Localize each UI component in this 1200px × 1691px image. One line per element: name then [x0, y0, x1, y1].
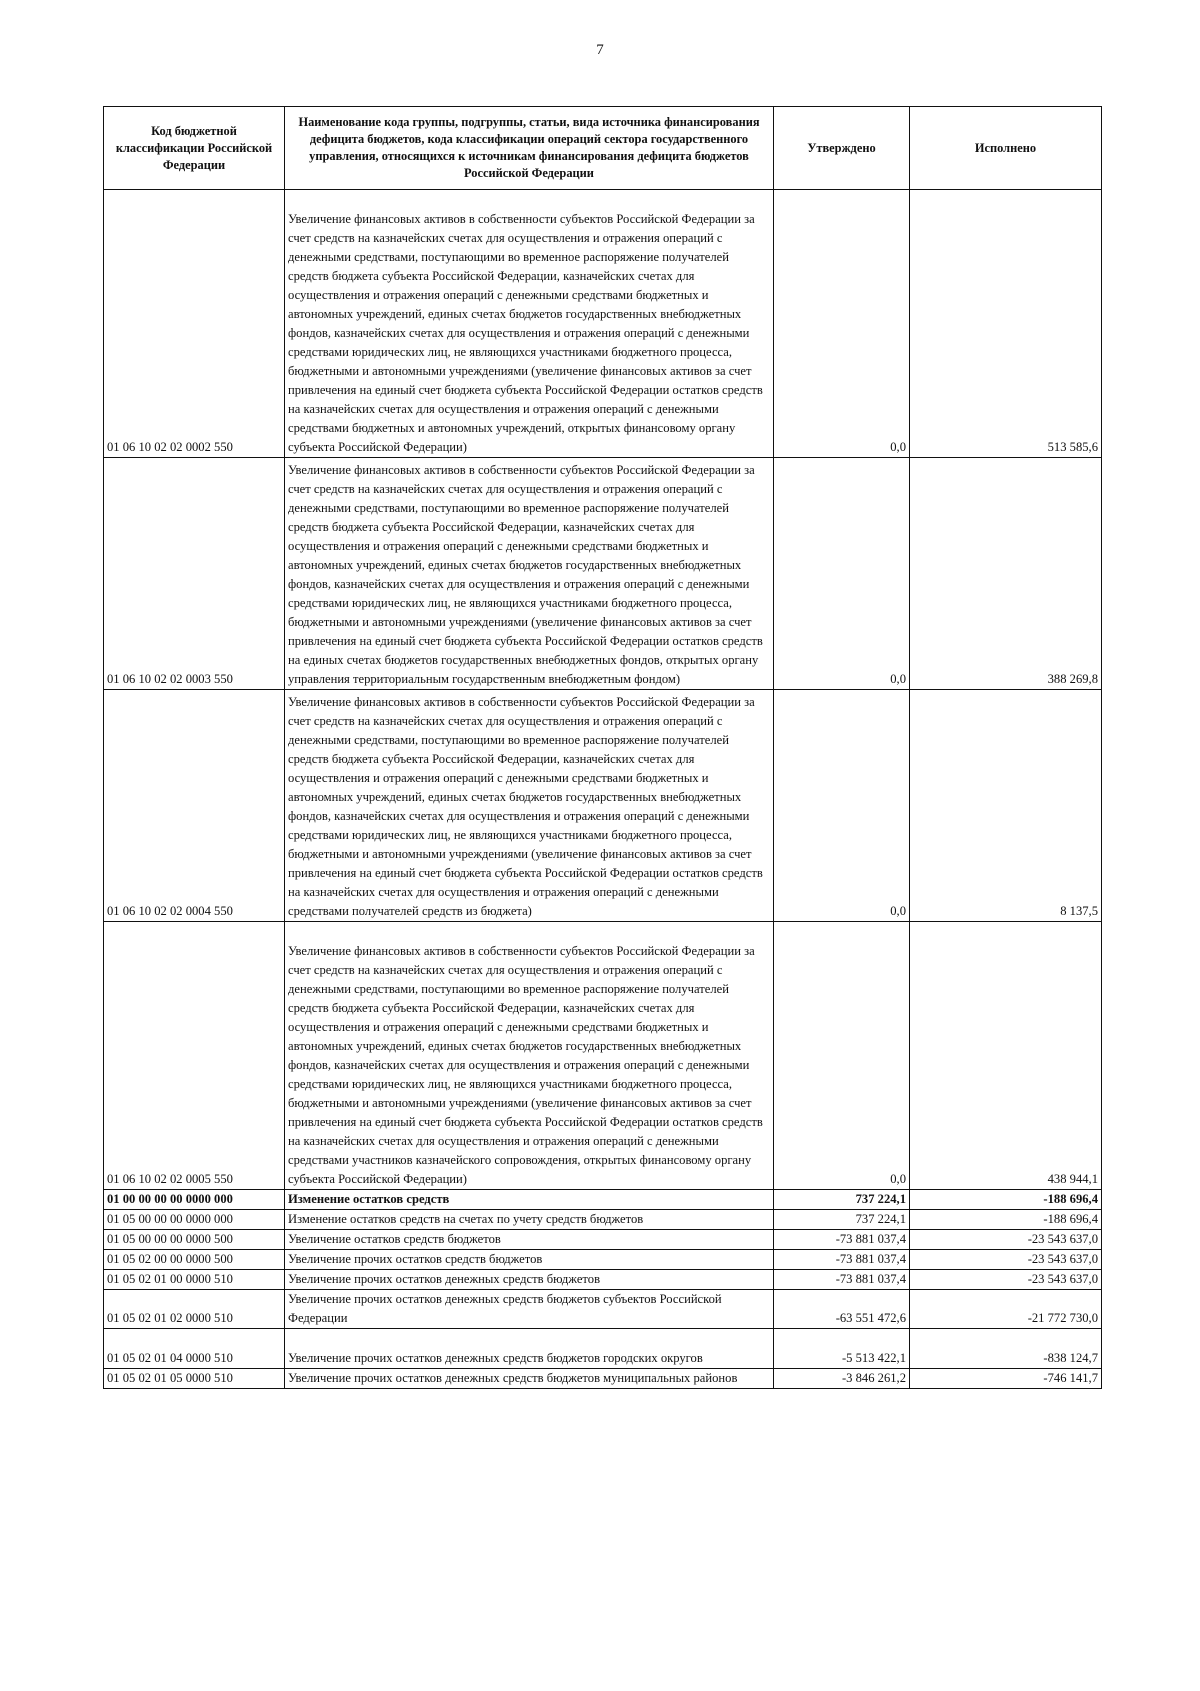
table-header-row — [104, 107, 1102, 190]
row-name: Увеличение финансовых активов в собственности субъектов Российской Федерации за счет средств на казначейских счетах для осуществления и отражения операций с денежными средствами, поступающими во временное распоряжение получателей средств бюджета субъекта Российской Федерации, казначейских счетах для осуществления и отражения операций с денежными средствами бюджетных и автономных учреждений, единых счетах бюджетов государственных внебюджетных фондов, казначейских счетах для осуществления и отражения операций с денежными средствами юридических лиц, не являющихся участниками бюджетного процесса, бюджетными и автономными учреждениями (увеличение финансовых активов за счет привлечения на единый счет бюджета субъекта Российской Федерации остатков средств на единых счетах бюджетов государственных внебюджетных фондов, открытых органу управления территориальным государственным внебюджетным фондом) — [285, 458, 774, 690]
row-name: Увеличение финансовых активов в собственности субъектов Российской Федерации за счет средств на казначейских счетах для осуществления и отражения операций с денежными средствами, поступающими во временное распоряжение получателей средств бюджета субъекта Российской Федерации, казначейских счетах для осуществления и отражения операций с денежными средствами бюджетных и автономных учреждений, единых счетах бюджетов государственных внебюджетных фондов, казначейских счетах для осуществления и отражения операций с денежными средствами юридических лиц, не являющихся участниками бюджетного процесса, бюджетными и автономными учреждениями (увеличение финансовых активов за счет привлечения на единый счет бюджета субъекта Российской Федерации остатков средств на казначейских счетах для осуществления и отражения операций с денежными средствами получателей средств из бюджета) — [285, 690, 774, 922]
row-name: Увеличение прочих остатков денежных средств бюджетов — [285, 1270, 774, 1290]
table-row — [104, 1250, 1102, 1270]
row-executed: 388 269,8 — [910, 458, 1102, 690]
row-code: 01 00 00 00 00 0000 000 — [104, 1190, 285, 1210]
row-code: 01 06 10 02 02 0005 550 — [104, 922, 285, 1190]
row-name: Увеличение финансовых активов в собственности субъектов Российской Федерации за счет средств на казначейских счетах для осуществления и отражения операций с денежными средствами, поступающими во временное распоряжение получателей средств бюджета субъекта Российской Федерации, казначейских счетах для осуществления и отражения операций с денежными средствами бюджетных и автономных учреждений, единых счетах бюджетов государственных внебюджетных фондов, казначейских счетах для осуществления и отражения операций с денежными средствами юридических лиц, не являющихся участниками бюджетного процесса, бюджетными и автономными учреждениями (увеличение финансовых активов за счет привлечения на единый счет бюджета субъекта Российской Федерации остатков средств на казначейских счетах для осуществления и отражения операций с денежными средствами участников казначейского сопровождения, открытых финансовому органу субъекта Российской Федерации) — [285, 922, 774, 1190]
row-code: 01 05 00 00 00 0000 500 — [104, 1230, 285, 1250]
row-approved: 0,0 — [774, 690, 910, 922]
header-name: Наименование кода группы, подгруппы, статьи, вида источника финансирования дефицита бюджетов, кода классификации операций сектора государственного управления, относящихся к источникам финансирования дефицита бюджетов Российской Федерации — [285, 107, 774, 190]
row-code: 01 05 02 01 00 0000 510 — [104, 1270, 285, 1290]
table-row — [104, 1190, 1102, 1210]
header-approved: Утверждено — [774, 107, 910, 190]
row-approved: 0,0 — [774, 458, 910, 690]
table-row — [104, 1270, 1102, 1290]
row-name: Увеличение остатков средств бюджетов — [285, 1230, 774, 1250]
row-approved: 0,0 — [774, 922, 910, 1190]
row-executed: -188 696,4 — [910, 1190, 1102, 1210]
page-number: 7 — [596, 42, 604, 58]
table-row — [104, 690, 1102, 922]
row-code: 01 06 10 02 02 0004 550 — [104, 690, 285, 922]
row-approved: -5 513 422,1 — [774, 1329, 910, 1369]
row-executed: -21 772 730,0 — [910, 1290, 1102, 1329]
row-code: 01 05 02 01 02 0000 510 — [104, 1290, 285, 1329]
row-name: Изменение остатков средств — [285, 1190, 774, 1210]
row-executed: 438 944,1 — [910, 922, 1102, 1190]
table-row — [104, 1329, 1102, 1369]
row-executed: -23 543 637,0 — [910, 1270, 1102, 1290]
row-name: Увеличение прочих остатков средств бюджетов — [285, 1250, 774, 1270]
row-name: Увеличение финансовых активов в собственности субъектов Российской Федерации за счет средств на казначейских счетах для осуществления и отражения операций с денежными средствами, поступающими во временное распоряжение получателей средств бюджета субъекта Российской Федерации, казначейских счетах для осуществления и отражения операций с денежными средствами бюджетных и автономных учреждений, единых счетах бюджетов государственных внебюджетных фондов, казначейских счетах для осуществления и отражения операций с денежными средствами юридических лиц, не являющихся участниками бюджетного процесса, бюджетными и автономными учреждениями (увеличение финансовых активов за счет привлечения на единый счет бюджета субъекта Российской Федерации остатков средств на казначейских счетах для осуществления и отражения операций с денежными средствами бюджетных и автономных учреждений, открытых финансовому органу субъекта Российской Федерации) — [285, 190, 774, 458]
row-approved: -63 551 472,6 — [774, 1290, 910, 1329]
row-executed: 8 137,5 — [910, 690, 1102, 922]
row-code: 01 05 02 00 00 0000 500 — [104, 1250, 285, 1270]
table-row — [104, 1230, 1102, 1250]
header-code: Код бюджетной классификации Российской Федерации — [104, 107, 285, 190]
table-row — [104, 1210, 1102, 1230]
budget-sources-table — [103, 106, 1102, 1389]
row-approved: -73 881 037,4 — [774, 1270, 910, 1290]
row-code: 01 05 02 01 05 0000 510 — [104, 1369, 285, 1389]
row-executed: -23 543 637,0 — [910, 1250, 1102, 1270]
row-executed: -23 543 637,0 — [910, 1230, 1102, 1250]
row-code: 01 05 00 00 00 0000 000 — [104, 1210, 285, 1230]
row-code: 01 06 10 02 02 0003 550 — [104, 458, 285, 690]
row-executed: -838 124,7 — [910, 1329, 1102, 1369]
row-name: Увеличение прочих остатков денежных средств бюджетов субъектов Российской Федерации — [285, 1290, 774, 1329]
row-code: 01 05 02 01 04 0000 510 — [104, 1329, 285, 1369]
row-executed: 513 585,6 — [910, 190, 1102, 458]
row-approved: -73 881 037,4 — [774, 1230, 910, 1250]
table-row — [104, 922, 1102, 1190]
row-approved: -3 846 261,2 — [774, 1369, 910, 1389]
row-approved: 737 224,1 — [774, 1210, 910, 1230]
row-name: Увеличение прочих остатков денежных средств бюджетов городских округов — [285, 1329, 774, 1369]
row-approved: -73 881 037,4 — [774, 1250, 910, 1270]
table-row — [104, 1290, 1102, 1329]
row-name: Увеличение прочих остатков денежных средств бюджетов муниципальных районов — [285, 1369, 774, 1389]
table-row — [104, 1369, 1102, 1389]
row-executed: -746 141,7 — [910, 1369, 1102, 1389]
header-executed: Исполнено — [910, 107, 1102, 190]
table-row — [104, 190, 1102, 458]
row-executed: -188 696,4 — [910, 1210, 1102, 1230]
row-name: Изменение остатков средств на счетах по учету средств бюджетов — [285, 1210, 774, 1230]
row-code: 01 06 10 02 02 0002 550 — [104, 190, 285, 458]
row-approved: 737 224,1 — [774, 1190, 910, 1210]
table-row — [104, 458, 1102, 690]
row-approved: 0,0 — [774, 190, 910, 458]
